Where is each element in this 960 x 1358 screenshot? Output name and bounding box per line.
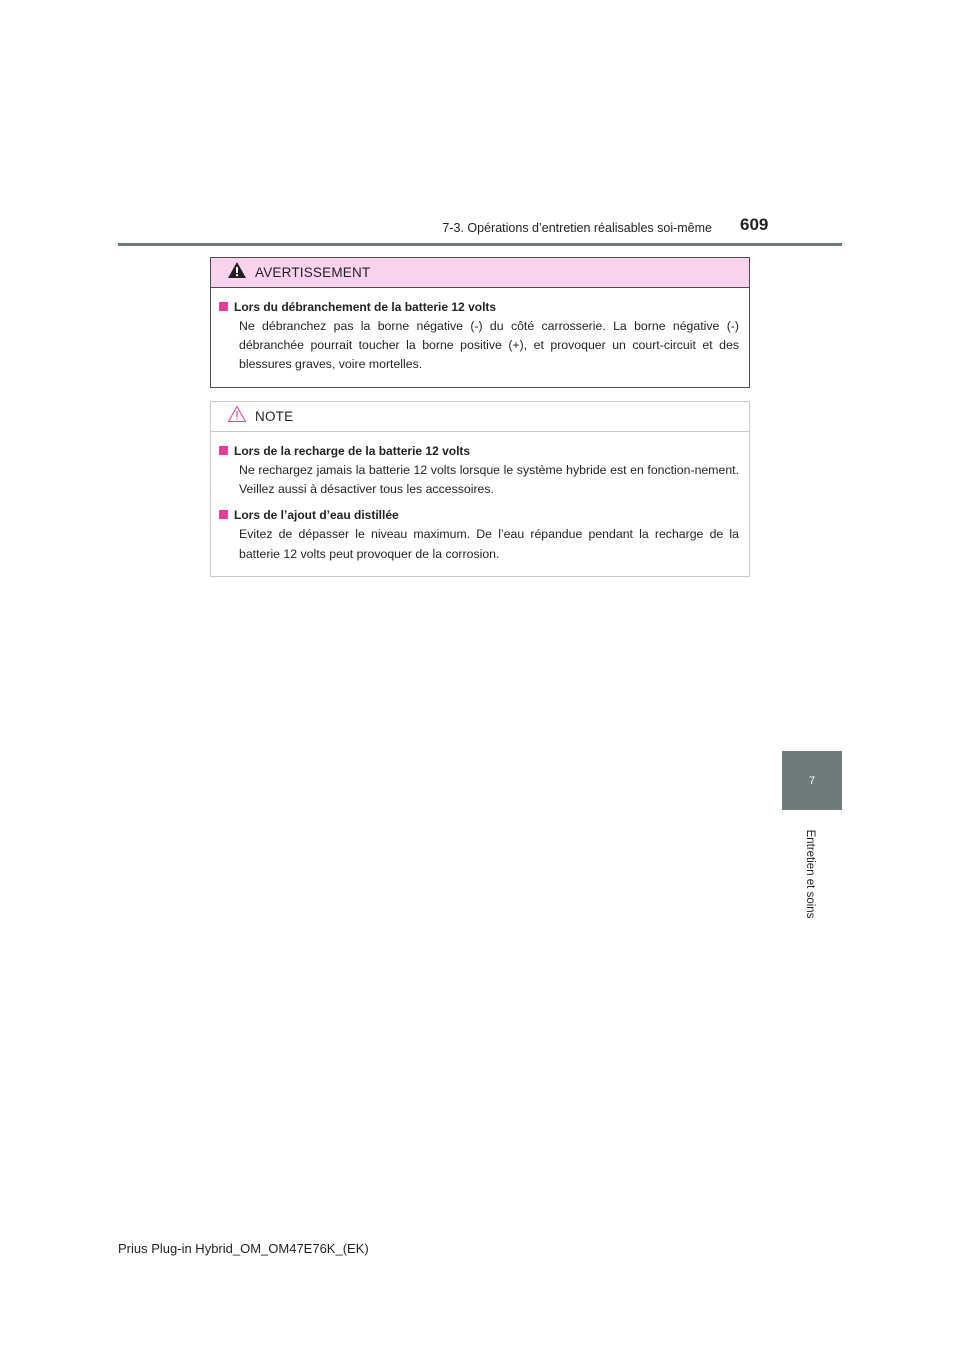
square-bullet-icon bbox=[219, 446, 228, 455]
note-item-title bbox=[219, 441, 739, 460]
caution-triangle-icon bbox=[227, 405, 247, 428]
warning-item-title-text: Lors du débranchement de la batterie 12 volts bbox=[234, 299, 497, 314]
note-item-text: Ne rechargez jamais la batterie 12 volts lorsque le système hybride est en fonction-nement. Veillez aussi à désactiver tous les accessoires. bbox=[239, 463, 739, 497]
note-item-title bbox=[219, 505, 739, 524]
note-item-title-text: Lors de l’ajout d’eau distillée bbox=[234, 507, 399, 522]
document-id: Prius Plug-in Hybrid_OM_OM47E76K_(EK) bbox=[118, 1241, 369, 1256]
square-bullet-icon bbox=[219, 510, 228, 519]
warning-item-text: Ne débranchez pas la borne négative (-) du côté carrosserie. La borne négative (-) débranchée pourrait toucher la borne positive (+), et provoquer un court-circuit et des blessures graves, voire mortelles. bbox=[239, 319, 739, 372]
warning-title: AVERTISSEMENT bbox=[255, 265, 371, 280]
note-box bbox=[210, 401, 750, 577]
note-item-title-text: Lors de la recharge de la batterie 12 volts bbox=[234, 443, 471, 458]
warning-header bbox=[211, 258, 749, 288]
warning-item-title bbox=[219, 297, 739, 316]
page-number: 609 bbox=[740, 215, 769, 234]
note-title: NOTE bbox=[255, 409, 294, 424]
chapter-side-title: Entretien et soins bbox=[804, 829, 816, 919]
header-rule bbox=[118, 243, 842, 246]
note-body bbox=[211, 432, 749, 564]
note-header bbox=[211, 402, 749, 432]
square-bullet-icon bbox=[219, 302, 228, 311]
warning-triangle-icon bbox=[227, 261, 247, 284]
warning-body bbox=[211, 288, 749, 375]
note-item-text: Evitez de dépasser le niveau maximum. De l’eau répandue pendant la recharge de la batterie 12 volts peut provoquer de la corrosion. bbox=[239, 527, 739, 561]
section-title: 7-3. Opérations d’entretien réalisables soi-même bbox=[442, 221, 712, 235]
chapter-number: 7 bbox=[808, 774, 816, 787]
warning-box bbox=[210, 257, 750, 388]
